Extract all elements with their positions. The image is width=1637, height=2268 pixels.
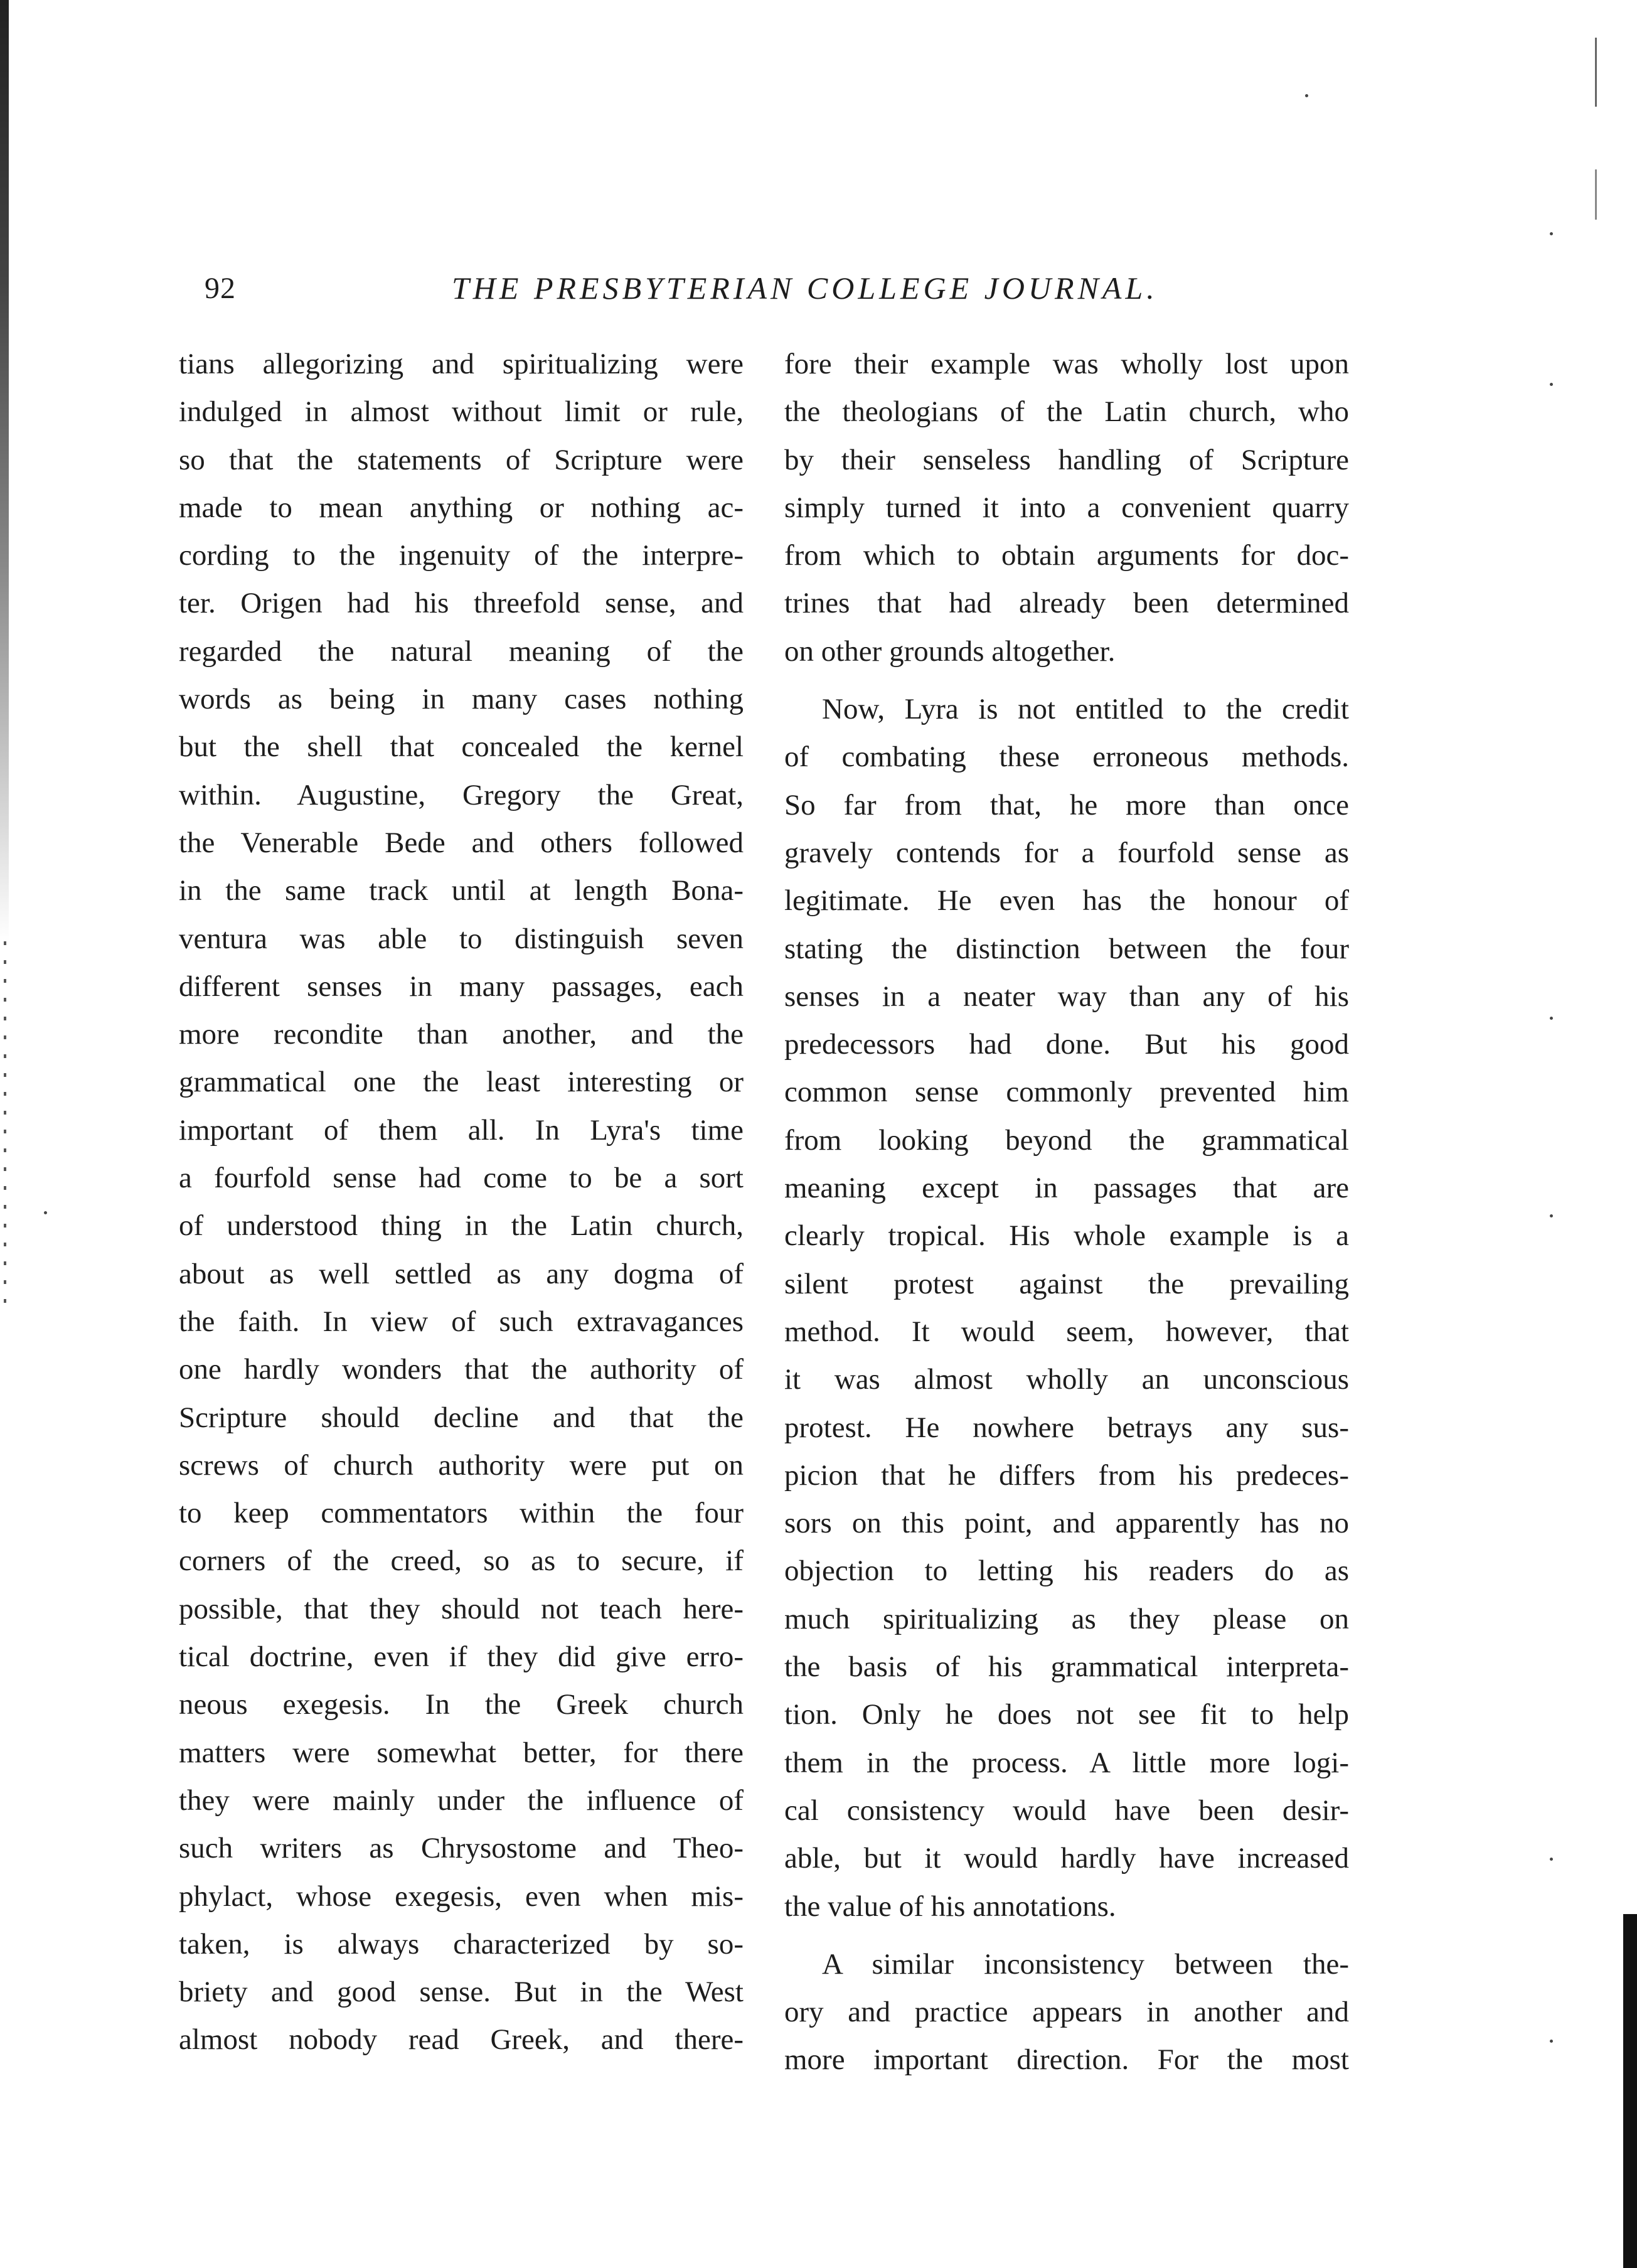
text-line: more important direction. For the most xyxy=(784,2043,1349,2077)
text-line: words as being in many cases nothing xyxy=(179,683,744,716)
scan-speck xyxy=(1550,1214,1553,1217)
text-line: objection to letting his readers do as xyxy=(784,1554,1349,1588)
scan-speck xyxy=(1550,2040,1553,2043)
text-line: them in the process. A little more logi- xyxy=(784,1746,1349,1779)
text-line: common sense commonly prevented him xyxy=(784,1076,1349,1109)
text-line: picion that he differs from his predeces- xyxy=(784,1458,1349,1492)
text-line: trines that had already been determined xyxy=(784,587,1349,620)
text-line: fore their example was wholly lost upon xyxy=(784,348,1349,380)
scan-edge-left xyxy=(0,0,9,941)
text-line: to keep commentators within the four xyxy=(179,1497,744,1530)
text-line: much spiritualizing as they please on xyxy=(784,1602,1349,1635)
text-line: the faith. In view of such extravagances xyxy=(179,1305,744,1338)
paragraph xyxy=(784,685,1349,1930)
text-line: more recondite than another, and the xyxy=(179,1018,744,1051)
text-line: So far from that, he more than once xyxy=(784,788,1349,821)
text-line: from which to obtain arguments for doc- xyxy=(784,539,1349,572)
text-line: sors on this point, and apparently has no xyxy=(784,1507,1349,1540)
text-line: of combating these erroneous methods. xyxy=(784,741,1349,774)
text-line: tion. Only he does not see fit to help xyxy=(784,1698,1349,1731)
text-line: simply turned it into a convenient quarry xyxy=(784,491,1349,524)
text-line: a fourfold sense had come to be a sort xyxy=(179,1162,744,1195)
paragraph xyxy=(784,1940,1349,2084)
scan-speck xyxy=(44,1211,47,1214)
text-line: protest. He nowhere betrays any sus- xyxy=(784,1411,1349,1444)
page-number: 92 xyxy=(205,272,236,305)
text-line: senses in a neater way than any of his xyxy=(784,980,1349,1013)
text-line: important of them all. In Lyra's time xyxy=(179,1113,744,1147)
text-line: ter. Origen had his threefold sense, and xyxy=(179,587,744,620)
text-line: predecessors had done. But his good xyxy=(784,1028,1349,1061)
text-line: the value of his annotations. xyxy=(784,1890,1116,1923)
text-line: stating the distinction between the four xyxy=(784,932,1349,965)
text-line: in the same track until at length Bona- xyxy=(179,874,744,907)
text-line: ory and practice appears in another and xyxy=(784,1996,1349,2029)
text-line: by their senseless handling of Scripture xyxy=(784,443,1349,476)
text-line: but the shell that concealed the kernel xyxy=(179,730,744,764)
text-line: briety and good sense. But in the West xyxy=(179,1976,744,2009)
text-line: the Venerable Bede and others followed xyxy=(179,826,744,859)
text-line: able, but it would hardly have increased xyxy=(784,1842,1349,1875)
text-line: cording to the ingenuity of the interpre- xyxy=(179,539,744,572)
scan-edge-left-dots xyxy=(4,941,6,1318)
text-line: within. Augustine, Gregory the Great, xyxy=(179,778,744,811)
text-line: neous exegesis. In the Greek church xyxy=(179,1688,744,1721)
text-line: so that the statements of Scripture were xyxy=(179,443,744,476)
left-column xyxy=(179,340,744,2064)
text-line: the basis of his grammatical interpreta- xyxy=(784,1650,1349,1684)
text-line: screws of church authority were put on xyxy=(179,1448,744,1482)
text-line: about as well settled as any dogma of xyxy=(179,1257,744,1290)
text-line: gravely contends for a fourfold sense as xyxy=(784,836,1349,869)
scan-speck xyxy=(1550,1858,1553,1861)
text-line: legitimate. He even has the honour of xyxy=(784,884,1349,917)
text-line: phylact, whose exegesis, even when mis- xyxy=(179,1880,744,1913)
text-line: tians allegorizing and spiritualizing were xyxy=(179,348,744,380)
page-header xyxy=(0,251,1637,306)
text-line: cal consistency would have been desir- xyxy=(784,1794,1349,1827)
text-line: method. It would seem, however, that xyxy=(784,1315,1349,1348)
text-line: one hardly wonders that the authority of xyxy=(179,1353,744,1386)
text-line: made to mean anything or nothing ac- xyxy=(179,491,744,524)
text-line: tical doctrine, even if they did give erro- xyxy=(179,1640,744,1674)
text-line: silent protest against the prevailing xyxy=(784,1267,1349,1300)
text-line: clearly tropical. His whole example is a xyxy=(784,1219,1349,1253)
text-line: such writers as Chrysostome and Theo- xyxy=(179,1832,744,1865)
right-column xyxy=(784,340,1349,2084)
text-line: matters were somewhat better, for there xyxy=(179,1736,744,1769)
scan-speck xyxy=(1550,383,1553,386)
text-line: different senses in many passages, each xyxy=(179,970,744,1003)
text-line: indulged in almost without limit or rule, xyxy=(179,395,744,429)
text-line: they were mainly under the influence of xyxy=(179,1784,744,1817)
scan-speck xyxy=(1550,232,1553,235)
text-line: taken, is always characterized by so- xyxy=(179,1927,744,1960)
scan-edge-right-top xyxy=(1595,38,1597,107)
scan-edge-right-mid xyxy=(1595,169,1597,220)
scan-speck xyxy=(1305,94,1308,97)
text-line: the theologians of the Latin church, who xyxy=(784,395,1349,429)
text-line: corners of the creed, so as to secure, if xyxy=(179,1544,744,1578)
text-line: A similar inconsistency between the- xyxy=(822,1947,1349,1981)
text-line: meaning except in passages that are xyxy=(784,1172,1349,1205)
paragraph xyxy=(784,340,1349,675)
text-line: Now, Lyra is not entitled to the credit xyxy=(822,693,1349,726)
text-line: ventura was able to distinguish seven xyxy=(179,922,744,955)
text-line: from looking beyond the grammatical xyxy=(784,1123,1349,1157)
running-title: THE PRESBYTERIAN COLLEGE JOURNAL. xyxy=(452,270,1158,306)
scan-edge-right-bottom xyxy=(1623,1914,1637,2268)
text-line: almost nobody read Greek, and there- xyxy=(179,2023,744,2057)
text-line: of understood thing in the Latin church, xyxy=(179,1209,744,1243)
text-line: it was almost wholly an unconscious xyxy=(784,1363,1349,1396)
scan-speck xyxy=(1550,1017,1553,1020)
text-line: possible, that they should not teach here- xyxy=(179,1592,744,1625)
text-line: Scripture should decline and that the xyxy=(179,1401,744,1434)
text-line: regarded the natural meaning of the xyxy=(179,634,744,668)
text-line: grammatical one the least interesting or xyxy=(179,1066,744,1099)
text-line: on other grounds altogether. xyxy=(784,634,1116,668)
